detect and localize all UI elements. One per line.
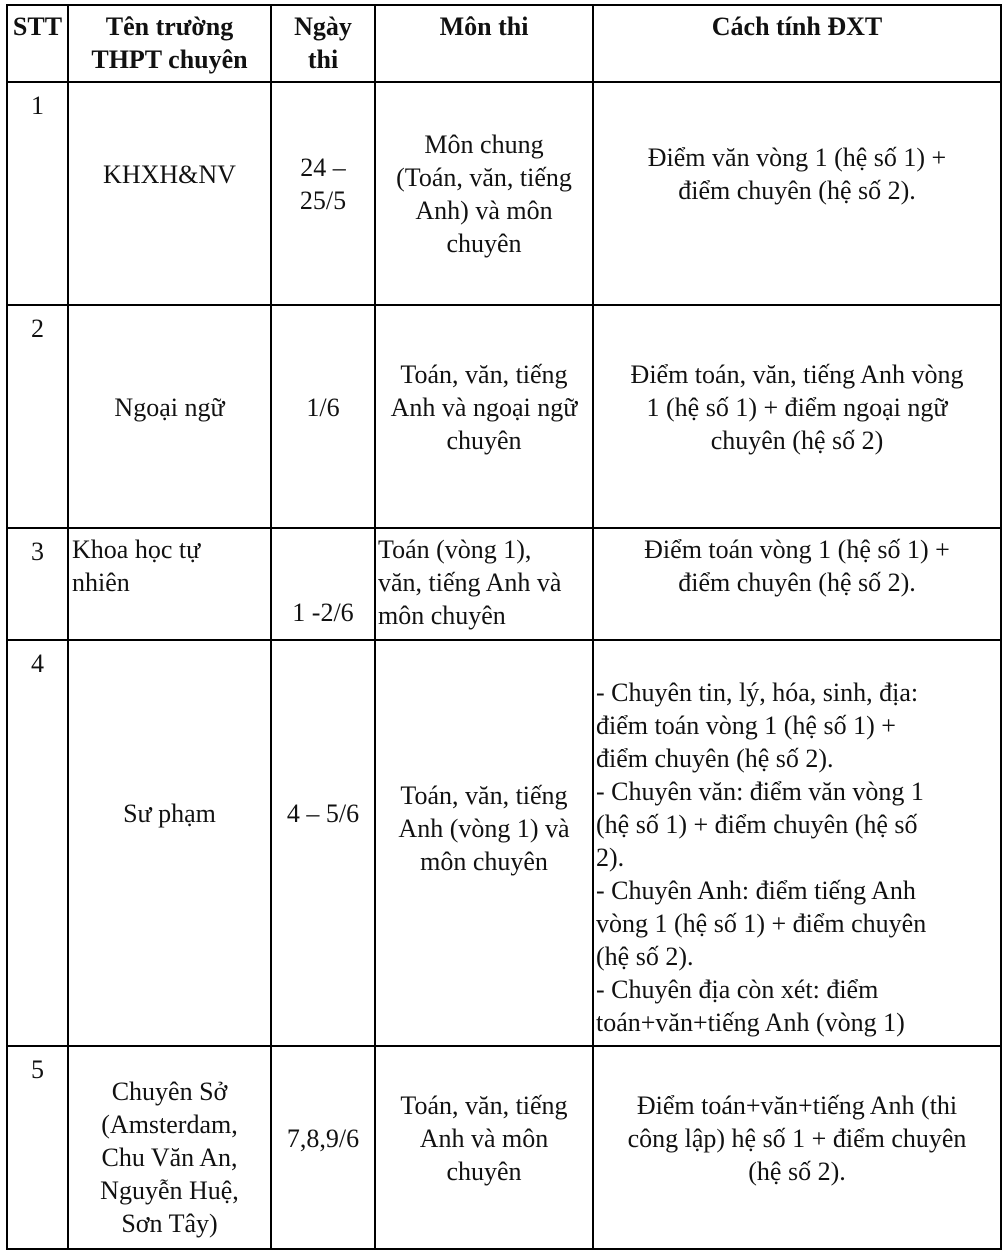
row-formula: - Chuyên tin, lý, hóa, sinh, địa: điểm toán vòng 1 (hệ số 1) + điểm chuyên (hệ số 2). - Chuyên văn: điểm văn vòng 1 (hệ số 1) + điểm chuyên (hệ số 2). - Chuyên Anh: điểm tiếng Anh vòng 1 (hệ số 1) + điểm chuyên (hệ số 2). - Chuyên địa còn xét: điểm toán+văn+tiếng Anh (vòng 1)	[593, 640, 1001, 1046]
row-school: KHXH&NV	[68, 82, 271, 305]
row-stt: 3	[7, 528, 68, 640]
header-stt: STT	[7, 5, 68, 82]
row-stt: 5	[7, 1046, 68, 1249]
row-subjects: Toán, văn, tiếng Anh (vòng 1) và môn chuyên	[375, 640, 593, 1046]
row-date: 4 – 5/6	[271, 640, 375, 1046]
header-date: Ngày thi	[271, 5, 375, 82]
header-row	[7, 5, 1001, 82]
header-school: Tên trường THPT chuyên	[68, 5, 271, 82]
table-row	[7, 1046, 1001, 1249]
row-stt: 4	[7, 640, 68, 1046]
exam-table	[6, 4, 1002, 1250]
row-formula: Điểm toán+văn+tiếng Anh (thi công lập) hệ số 1 + điểm chuyên (hệ số 2).	[593, 1046, 1001, 1249]
row-date: 7,8,9/6	[271, 1046, 375, 1249]
table-row	[7, 528, 1001, 640]
row-stt: 2	[7, 305, 68, 528]
row-date: 1 -2/6	[271, 528, 375, 640]
table-row	[7, 640, 1001, 1046]
row-school: Khoa học tự nhiên	[68, 528, 271, 640]
row-subjects: Toán, văn, tiếng Anh và môn chuyên	[375, 1046, 593, 1249]
header-subjects: Môn thi	[375, 5, 593, 82]
row-date: 1/6	[271, 305, 375, 528]
row-subjects: Toán, văn, tiếng Anh và ngoại ngữ chuyên	[375, 305, 593, 528]
row-school: Sư phạm	[68, 640, 271, 1046]
table-row	[7, 305, 1001, 528]
row-formula: Điểm văn vòng 1 (hệ số 1) + điểm chuyên (hệ số 2).	[593, 82, 1001, 305]
row-stt: 1	[7, 82, 68, 305]
row-subjects: Môn chung (Toán, văn, tiếng Anh) và môn chuyên	[375, 82, 593, 305]
row-subjects: Toán (vòng 1), văn, tiếng Anh và môn chuyên	[375, 528, 593, 640]
row-school: Ngoại ngữ	[68, 305, 271, 528]
row-formula: Điểm toán vòng 1 (hệ số 1) + điểm chuyên (hệ số 2).	[593, 528, 1001, 640]
row-formula: Điểm toán, văn, tiếng Anh vòng 1 (hệ số 1) + điểm ngoại ngữ chuyên (hệ số 2)	[593, 305, 1001, 528]
row-date: 24 – 25/5	[271, 82, 375, 305]
table-row	[7, 82, 1001, 305]
header-formula: Cách tính ĐXT	[593, 5, 1001, 82]
row-school: Chuyên Sở (Amsterdam, Chu Văn An, Nguyễn Huệ, Sơn Tây)	[68, 1046, 271, 1249]
